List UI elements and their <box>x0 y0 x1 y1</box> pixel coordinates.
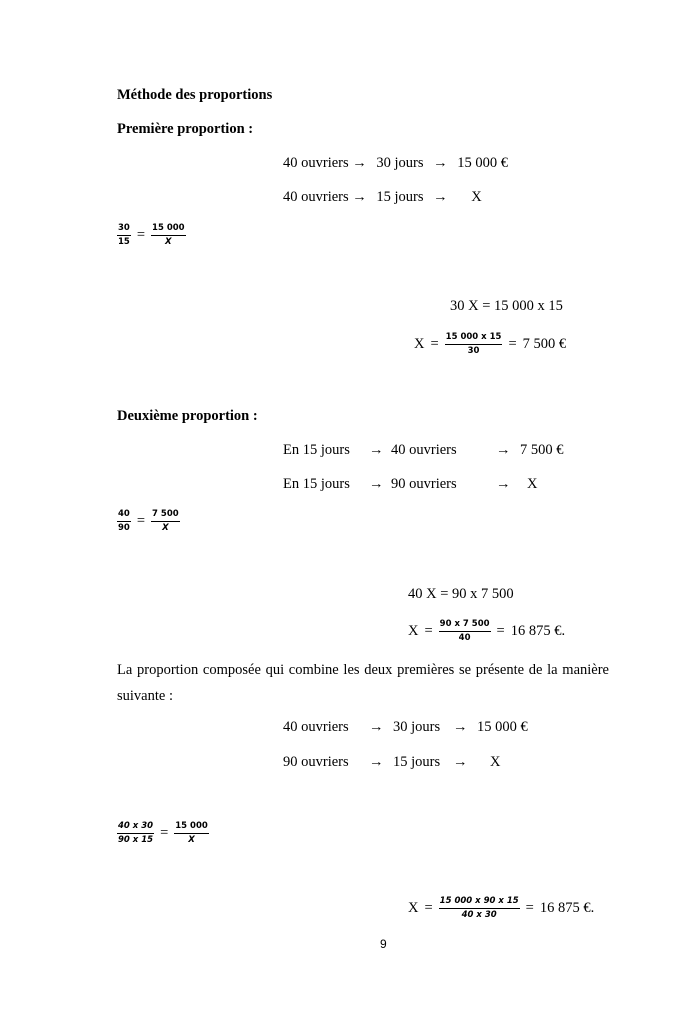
fraction: $\frac{7 500}{X}$ <box>152 509 179 533</box>
compound-result-equation: X = $\frac{15 000 x 90 x 15}{40 x 30}$ = 16 875 €. <box>408 896 595 920</box>
first-row-2: 40 ouvriers → 15 jours → X <box>283 189 482 205</box>
second-cross-product: 40 X = 90 x 7 500 <box>408 586 514 602</box>
compound-paragraph: La proportion composée qui combine les deux premières se présente de la manière suivante : <box>117 662 609 704</box>
page-number: 9 <box>380 937 387 951</box>
fraction: $\frac{90 x 7 500}{40}$ <box>439 619 490 643</box>
fraction: $\frac{15 000 x 15}{30}$ <box>445 332 502 356</box>
first-cross-product: 30 X = 15 000 x 15 <box>450 298 563 314</box>
second-row-2: En 15 jours → 90 ouvriers → X <box>283 476 538 492</box>
fraction: $\frac{15 000}{X}$ <box>175 821 208 845</box>
fraction: $\frac{40}{90}$ <box>118 509 130 533</box>
fraction: $\frac{15 000 x 90 x 15}{40 x 30}$ <box>439 896 519 920</box>
section-heading-method: Méthode des proportions <box>117 87 273 103</box>
subheading-first-proportion: Première proportion : <box>117 121 254 137</box>
fraction: $\frac{30}{15}$ <box>118 223 130 247</box>
compound-fraction-equation: $\frac{40 x 30}{90 x 15}$ = $\frac{15 000}{X}$ <box>118 821 208 845</box>
first-result-equation: X = $\frac{15 000 x 15}{30}$ = 7 500 € <box>414 332 567 356</box>
second-fraction-equation: $\frac{40}{90}$ = $\frac{7 500}{X}$ <box>118 509 179 533</box>
fraction: $\frac{15 000}{X}$ <box>152 223 185 247</box>
first-fraction-equation: $\frac{30}{15}$ = $\frac{15 000}{X}$ <box>118 223 185 247</box>
second-result-equation: X = $\frac{90 x 7 500}{40}$ = 16 875 €. <box>408 619 566 643</box>
fraction: $\frac{40 x 30}{90 x 15}$ <box>118 821 154 845</box>
second-row-1: En 15 jours → 40 ouvriers → 7 500 € <box>283 442 564 458</box>
compound-row-2: 90 ouvriers → 15 jours → X <box>283 754 501 770</box>
first-row-1: 40 ouvriers → 30 jours → 15 000 € <box>283 155 509 171</box>
subheading-second-proportion: Deuxième proportion : <box>117 408 258 424</box>
compound-row-1: 40 ouvriers → 30 jours → 15 000 € <box>283 719 528 735</box>
